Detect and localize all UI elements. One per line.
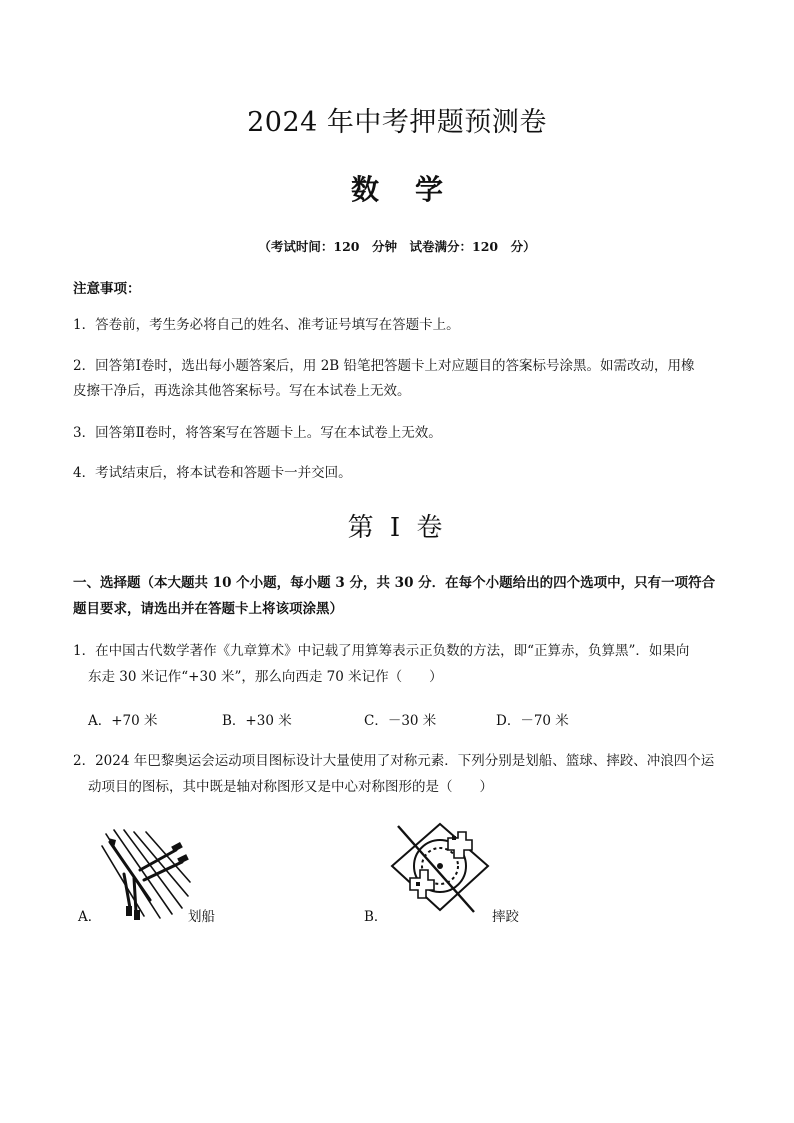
- question-1-line-2: 东走 30 米记作“+30 米”，那么向西走 70 米记作（ ）: [88, 669, 443, 685]
- exam-info: （考试时间：120 分钟 试卷满分：120 分）: [258, 239, 536, 254]
- question-1-option-c: C．－30 米: [364, 713, 437, 729]
- question-1-option-d: D．－70 米: [496, 713, 569, 729]
- question-2-option-b-label: 摔跤: [492, 909, 519, 925]
- question-2-option-a-label: 划船: [188, 909, 215, 925]
- note-item-2-cont: 皮擦干净后，再选涂其他答案标号。写在本试卷上无效。: [73, 383, 411, 399]
- rowing-icon: [100, 828, 192, 924]
- note-item-3: 3．回答第Ⅱ卷时，将答案写在答题卡上。写在本试卷上无效。: [73, 425, 442, 441]
- question-1-option-a: A．+70 米: [88, 713, 158, 729]
- section-instruction-2: 题目要求，请选出并在答题卡上将该项涂黑）: [73, 601, 343, 617]
- notes-heading: 注意事项：: [73, 281, 141, 297]
- section-title: 第 I 卷: [347, 513, 447, 543]
- question-2-line-1: 2．2024 年巴黎奥运会运动项目图标设计大量使用了对称元素．下列分别是划船、篮球、摔跤、冲浪四个运: [73, 753, 715, 769]
- question-1-option-b: B．+30 米: [222, 713, 292, 729]
- question-2-line-2: 动项目的图标，其中既是轴对称图形又是中心对称图形的是（ ）: [88, 779, 493, 795]
- question-1-line-1: 1．在中国古代数学著作《九章算术》中记载了用算筹表示正负数的方法，即“正算赤，负算黑”．如果向: [73, 643, 690, 659]
- exam-title: 2024 年中考押题预测卷: [247, 107, 547, 138]
- section-instruction-1: 一、选择题（本大题共 10 个小题，每小题 3 分，共 30 分．在每个小题给出的四个选项中，只有一项符合: [73, 575, 716, 591]
- note-item-2: 2．回答第Ⅰ卷时，选出每小题答案后，用 2B 铅笔把答题卡上对应题目的答案标号涂黑。如需改动，用橡: [73, 358, 695, 374]
- question-2-option-a-letter: A．: [78, 909, 102, 925]
- subject-char-1: 数: [350, 173, 379, 206]
- note-item-4: 4．考试结束后，将本试卷和答题卡一并交回。: [73, 465, 352, 481]
- question-2-option-b-letter: B．: [364, 909, 388, 925]
- wrestling-icon: [388, 820, 494, 916]
- note-item-1: 1．答卷前，考生务必将自己的姓名、准考证号填写在答题卡上。: [73, 317, 460, 333]
- subject-char-2: 学: [415, 173, 444, 206]
- subject-title: [0, 168, 794, 208]
